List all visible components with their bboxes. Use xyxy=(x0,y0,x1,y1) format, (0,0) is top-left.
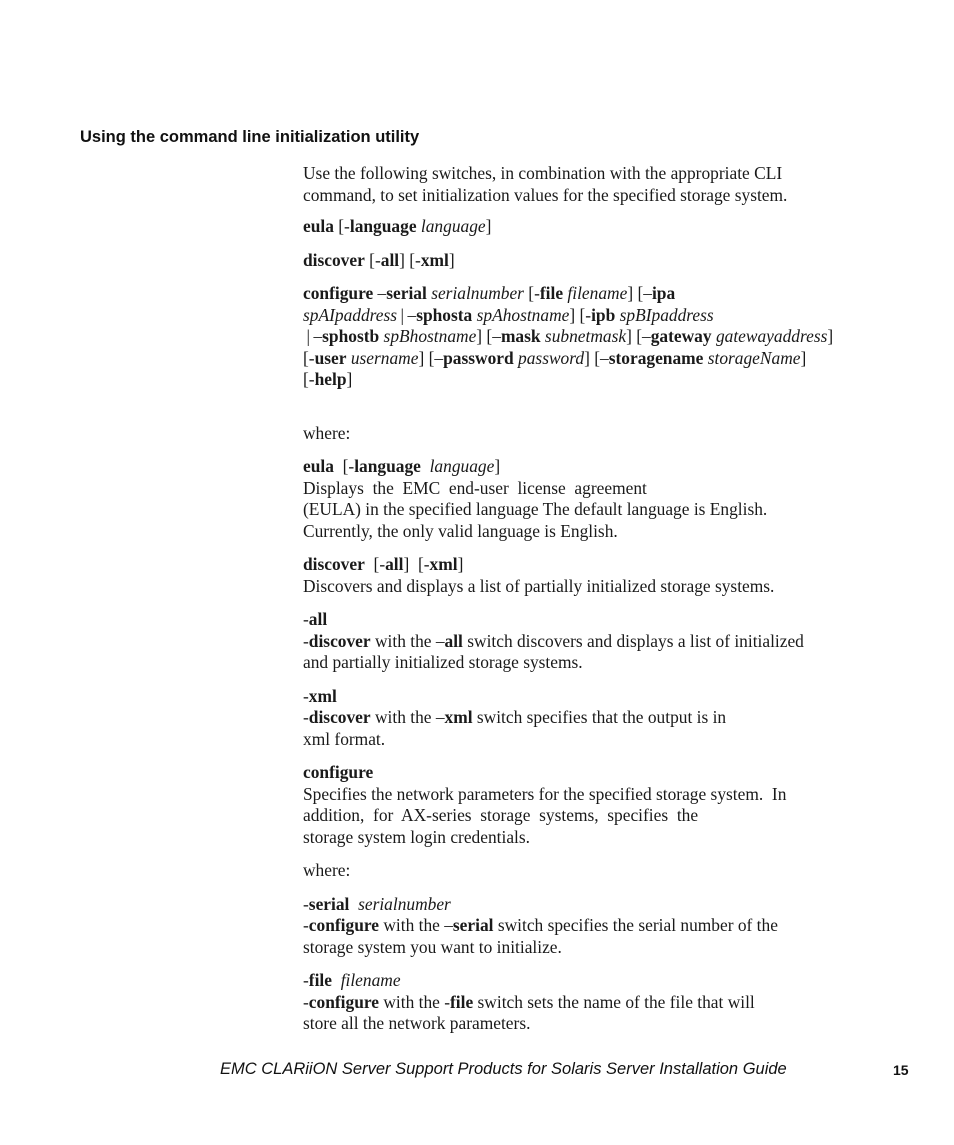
all-switch: all xyxy=(380,249,400,270)
discover-desc: Discovers and displays a list of partially initialized storage systems. xyxy=(303,575,775,596)
xml-switch: xml xyxy=(420,249,449,270)
discover-term: discover xyxy=(303,554,365,574)
password-arg: password xyxy=(518,347,585,368)
punct: ] [- xyxy=(569,304,592,325)
all-switch: all xyxy=(385,554,404,574)
configure-syntax xyxy=(303,283,868,391)
discover-command: discover xyxy=(308,707,371,727)
all-desc-line-2: and partially initialized storage systems. xyxy=(303,652,583,672)
punct: | – xyxy=(303,326,323,346)
configure-term: configure xyxy=(303,762,374,782)
eula-desc-line-1: Displays the EMC end-user license agreement xyxy=(303,477,647,498)
punct: ] xyxy=(827,326,834,346)
serial-desc-text: with the – xyxy=(379,915,453,935)
serialnumber-arg: serialnumber xyxy=(358,893,451,914)
configure-desc-line-1: Specifies the network parameters for the specified storage system. In xyxy=(303,783,787,804)
punct: [- xyxy=(333,456,355,476)
punct xyxy=(332,970,341,990)
configure-desc-line-3: storage system login credentials. xyxy=(303,826,530,847)
punct: | – xyxy=(397,304,417,325)
footer-book-title: EMC CLARiiON Server Support Products for Solaris Server Installation Guide xyxy=(220,1060,787,1078)
serial-switch: serial xyxy=(452,915,494,935)
sphosta-switch: sphosta xyxy=(416,304,473,325)
file-switch: file xyxy=(539,283,564,303)
intro-line-1: Use the following switches, in combination with the appropriate CLI xyxy=(303,163,783,183)
punct: [- xyxy=(333,216,350,236)
punct: [- xyxy=(303,369,315,389)
configure-desc-line-2: addition, for AX-series storage systems, specifies the xyxy=(303,805,699,825)
configure-command: configure xyxy=(308,915,379,935)
xml-definition xyxy=(303,686,868,751)
user-switch: user xyxy=(314,347,347,368)
punct: [- xyxy=(523,283,540,303)
spahostname-arg: spAhostname xyxy=(476,304,570,325)
intro-line-2: command, to set initialization values for the specified storage system. xyxy=(303,184,788,205)
file-definition xyxy=(303,970,868,1035)
discover-command: discover xyxy=(308,630,371,651)
filename-arg: filename xyxy=(567,283,628,303)
configure-definition xyxy=(303,762,868,848)
punct: ] [- xyxy=(399,249,421,270)
punct: ] xyxy=(494,456,501,476)
punct: ] xyxy=(346,369,353,389)
all-term: all xyxy=(308,609,328,629)
punct: – xyxy=(373,283,387,303)
language-switch: language xyxy=(349,216,417,236)
punct: [- xyxy=(364,554,386,574)
punct: - xyxy=(303,685,309,706)
help-switch: help xyxy=(314,369,347,389)
where-label-2: where: xyxy=(303,860,351,880)
xml-desc-text: with the – xyxy=(370,707,445,727)
storagename-arg: storageName xyxy=(707,347,801,368)
punct: - xyxy=(303,991,309,1012)
gatewayaddress-arg: gatewayaddress xyxy=(715,326,828,346)
intro-paragraph xyxy=(303,163,868,206)
section-heading: Using the command line initialization utility xyxy=(80,128,420,146)
eula-desc-line-2: (EULA) in the specified language The default language is English. xyxy=(303,499,768,519)
eula-term: eula xyxy=(303,456,334,476)
file-desc-line-2: store all the network parameters. xyxy=(303,1013,531,1033)
all-desc-text: with the – xyxy=(370,630,445,651)
file-desc-text: switch sets the name of the file that will xyxy=(473,991,755,1012)
punct: ] [– xyxy=(584,347,609,368)
body-column xyxy=(303,163,868,1035)
punct: ] [– xyxy=(626,326,651,346)
xml-switch: xml xyxy=(444,707,473,727)
punct: ] xyxy=(800,347,807,368)
all-definition xyxy=(303,609,868,674)
storagename-switch: storagename xyxy=(608,347,704,368)
punct xyxy=(421,456,430,476)
serial-desc-line-2: storage system you want to initialize. xyxy=(303,936,562,957)
eula-command: eula xyxy=(303,216,334,236)
xml-desc-line-2: xml format. xyxy=(303,728,386,749)
punct: - xyxy=(303,893,309,914)
punct: ] [– xyxy=(418,347,444,368)
ipa-switch: ipa xyxy=(651,283,676,303)
discover-syntax xyxy=(303,250,868,272)
punct: ] xyxy=(485,216,492,236)
where-label: where: xyxy=(303,422,351,443)
language-switch: language xyxy=(354,456,421,476)
punct: ] xyxy=(448,249,455,270)
serial-desc-text: switch specifies the serial number of the xyxy=(493,915,778,935)
punct: - xyxy=(303,707,309,727)
subnetmask-arg: subnetmask xyxy=(544,326,627,346)
page-number: 15 xyxy=(893,1062,909,1078)
file-desc-text: with the - xyxy=(379,991,450,1012)
punct: - xyxy=(303,915,309,935)
serial-switch: serial xyxy=(386,283,427,303)
password-switch: password xyxy=(443,347,514,368)
discover-command: discover xyxy=(303,249,365,270)
punct: - xyxy=(303,970,309,990)
punct: ] xyxy=(457,554,464,574)
filename-arg: filename xyxy=(340,970,401,990)
all-desc-text: switch discovers and displays a list of initialized xyxy=(462,630,804,651)
discover-definition xyxy=(303,554,868,597)
spbipaddress-arg: spBIpaddress xyxy=(619,304,714,325)
eula-desc-line-3: Currently, the only valid language is English. xyxy=(303,520,618,541)
configure-command: configure xyxy=(303,283,374,303)
file-switch: file xyxy=(450,991,474,1012)
punct: [- xyxy=(364,249,381,270)
xml-desc-text: switch specifies that the output is in xyxy=(472,707,727,727)
gateway-switch: gateway xyxy=(650,326,712,346)
spbhostname-arg: spBhostname xyxy=(383,326,477,346)
all-switch: all xyxy=(444,630,463,651)
xml-term: xml xyxy=(308,685,337,706)
spaipaddress-arg: spAIpaddress xyxy=(303,304,398,325)
username-arg: username xyxy=(350,347,419,368)
serial-definition xyxy=(303,894,868,959)
configure-command: configure xyxy=(308,991,379,1012)
eula-definition xyxy=(303,456,868,542)
punct: ] [– xyxy=(627,283,652,303)
language-arg: language xyxy=(429,456,495,476)
xml-switch: xml xyxy=(429,554,458,574)
file-term: file xyxy=(308,970,332,990)
punct: ] [– xyxy=(476,326,501,346)
ipb-switch: ipb xyxy=(591,304,616,325)
serialnumber-arg: serialnumber xyxy=(431,283,524,303)
punct: - xyxy=(303,630,309,651)
sphostb-switch: sphostb xyxy=(322,326,380,346)
eula-syntax xyxy=(303,216,868,238)
punct: ] [- xyxy=(403,554,430,574)
punct xyxy=(349,894,358,914)
mask-switch: mask xyxy=(500,326,541,346)
punct: - xyxy=(303,609,309,629)
punct: [- xyxy=(303,347,315,368)
language-arg: language xyxy=(420,216,486,236)
serial-term: serial xyxy=(308,893,350,914)
